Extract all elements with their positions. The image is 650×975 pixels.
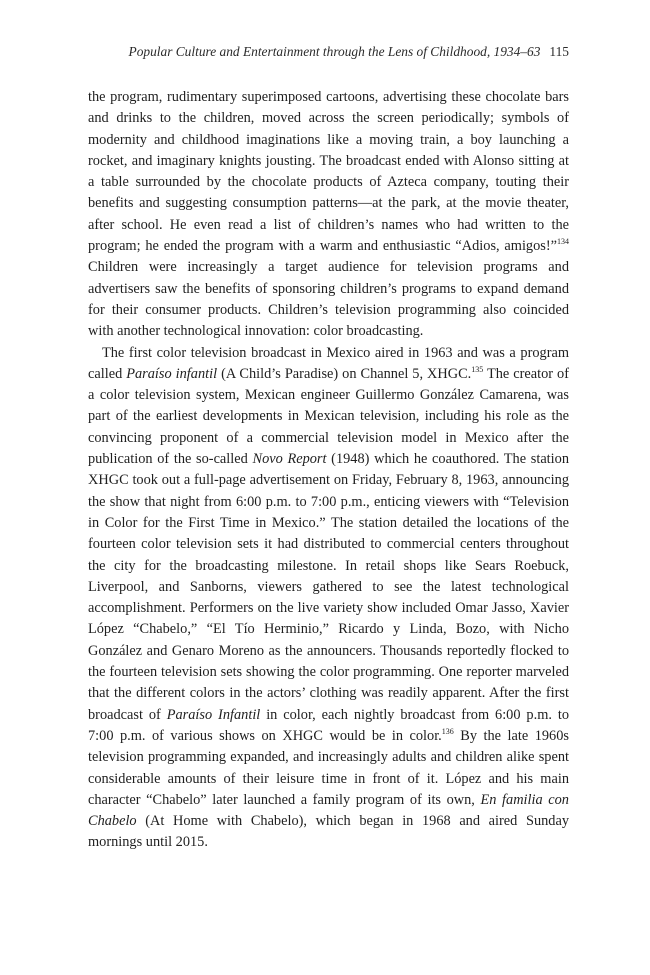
title-paraiso-infantil-2: Paraíso Infantil [166, 706, 261, 723]
running-header [88, 44, 569, 60]
paragraph-2-text-f: By the late 1960s television programming expanded, and increasingly adults and children alike spent considerable amounts of their leisure time in front of it. López and his main character “Chabelo” later launched a family program of its own, [88, 727, 569, 808]
running-title: Popular Culture and Entertainment through the Lens of Childhood, 1934–63 [128, 44, 541, 59]
paragraph-2-text-d: (1948) which he coauthored. The station XHGC took out a full-page advertisement on Friday, February 8, 1963, announcing the show that night from 6:00 p.m. to 7:00 p.m., enticing viewers with “Television in Color for the First Time in Mexico.” The station detailed the locations of the fourteen color television sets it had distributed to commercial centers throughout the city for the broadcasting milestone. In retail shops like Sears Roebuck, Liverpool, and Sanborns, viewers gathered to see the latest technological accomplishment. Performers on the live variety show included Omar Jasso, Xavier López “Chabelo,” “El Tío Herminio,” Ricardo y Linda, Bozo, with Nicho González and Genaro Moreno as the announcers. Thousands reportedly flocked to the fourteen television sets showing the color programming. One reporter marveled that the different colors in the actors’ clothing was readily apparent. After the first broadcast of [88, 451, 569, 723]
paragraph-2-text-c: The creator of a color television system, Mexican engineer Guillermo González Camarena, was part of the earliest developments in Mexican television, including his role as the convincing proponent of a commercial television model in Mexico after the publication of the so-called [88, 365, 569, 468]
footnote-ref-136: 136 [441, 726, 454, 736]
paragraph-1-text-b: Children were increasingly a target audience for television programs and advertisers saw the benefits of sponsoring children’s programs to expand demand for their consumer products. Children’s television programming also coincided with another technological innovation: color broadcasting. [88, 259, 569, 340]
body-text [88, 87, 569, 854]
paragraph-2-text-b: (A Child’s Paradise) on Channel 5, XHGC. [217, 365, 472, 382]
page-number: 115 [549, 44, 569, 59]
title-novo-report: Novo Report [252, 451, 327, 468]
title-en-familia-con-chabelo: En familia con Chabelo [88, 791, 569, 830]
paragraph-1-text-a: the program, rudimentary superimposed cartoons, advertising these chocolate bars and drinks to the children, moved across the screen periodically; symbols of modernity and childhood imaginations like a moving train, a boy launching a rocket, and imaginary knights jousting. The broadcast ended with Alonso sitting at a table surrounded by the chocolate products of Azteca company, touting their benefits and suggesting consumption patterns—at the park, at the movie theater, after school. He even read a list of children’s names who had written to the program; he ended the program with a warm and enthusiastic “Adios, amigos!” [88, 89, 569, 255]
title-paraiso-infantil: Paraíso infantil [126, 365, 218, 382]
paragraph-1 [88, 87, 569, 343]
paragraph-2-text-a: The first color television broadcast in Mexico aired in 1963 and was a program called [88, 344, 569, 382]
paragraph-2-text-g: (At Home with Chabelo), which began in 1968 and aired Sunday mornings until 2015. [88, 813, 569, 851]
footnote-ref-135: 135 [471, 364, 484, 374]
footnote-ref-134: 134 [557, 237, 569, 247]
paragraph-2-text-e: in color, each nightly broadcast from 6:00 p.m. to 7:00 p.m. of various shows on XHGC would be in color. [88, 706, 569, 744]
paragraph-2 [88, 343, 569, 854]
